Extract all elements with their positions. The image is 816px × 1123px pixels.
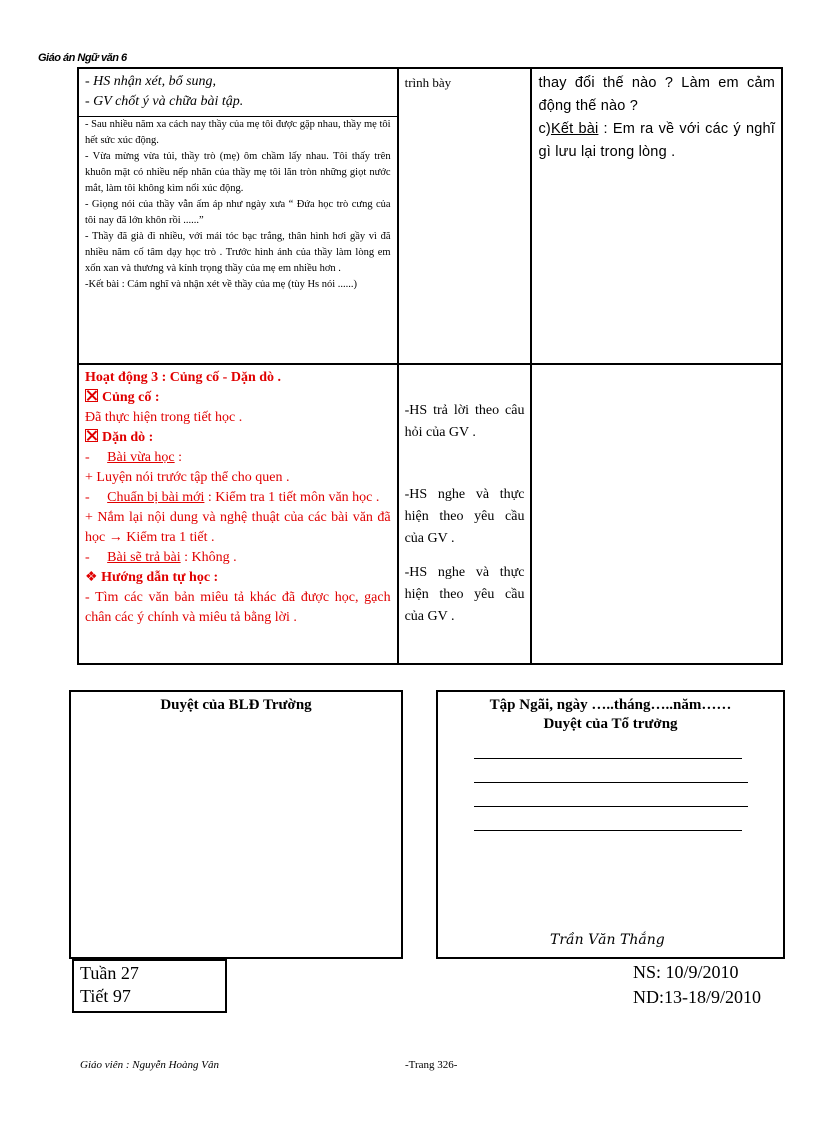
bai-se-tra-text: : Không .: [180, 550, 237, 565]
suffix: :: [174, 450, 183, 465]
signature-line: [474, 806, 748, 807]
nd-date: ND:13-18/9/2010: [633, 987, 761, 1007]
school-approval-box: [69, 690, 403, 959]
luyen-noi-line: + Luyện nói trước tập thể cho quen .: [85, 470, 290, 485]
student-text: -HS nghe và thực hiện theo yêu cầu của GV .: [404, 487, 525, 546]
chuan-bi-text: : Kiểm tra 1 tiết môn văn học .: [204, 490, 380, 505]
lesson-label: Tiết 97: [80, 986, 131, 1006]
school-approval-title: Duyệt của BLĐ Trường: [160, 697, 312, 713]
huong-dan-heading: [85, 568, 391, 588]
body-paragraph: -Kết bài : Cảm nghĩ và nhận xét về thầy của mẹ (tùy Hs nói ......): [85, 279, 358, 290]
table-row: [78, 364, 782, 664]
body-paragraph: - Sau nhiều năm xa cách nay thầy của mẹ tôi được gặp nhau, thầy mẹ tôi hết sức xúc động.: [85, 119, 391, 146]
checkbox-icon: [85, 429, 98, 442]
student-text: -HS trả lời theo câu hỏi của GV .: [404, 403, 525, 440]
bai-vua-hoc-line: - Bài vừa học :: [85, 450, 183, 465]
content-cell: [531, 364, 782, 664]
italic-line: - HS nhận xét, bổ sung,: [85, 74, 217, 89]
student-activity-cell: [398, 364, 532, 664]
body-paragraph: - Thầy đã già đi nhiều, với mái tóc bạc trắng, thân hình hơi gầy vì đã nhiều năm cố tâm dạy học trò . Trước hình ảnh của thầy làm lòng em xốn xan và thương và kính trọng thầy của mẹ em nhiều hơn .: [85, 231, 391, 274]
body-paragraph: - Giọng nói của thầy vẫn ấm áp như ngày xưa “ Đứa học trò cưng của tôi nay đã lớn khôn rồi ......”: [85, 199, 391, 226]
group-approval-title: Duyệt của Tổ trưởng: [543, 716, 678, 732]
bai-se-tra-line: - Bài sẽ trả bài : Không .: [85, 550, 237, 565]
cungco-label: Củng cố :: [102, 390, 160, 405]
dando-heading: [85, 428, 391, 448]
lesson-table: [77, 67, 783, 665]
group-approval-box: [436, 690, 785, 959]
diamond-icon: ❖: [85, 570, 102, 585]
content-cell: [531, 68, 782, 364]
content-text: thay đổi thế nào ? Làm em cảm động thế nào ?: [538, 75, 775, 114]
student-activity-cell: [398, 68, 532, 364]
week-label: Tuần 27: [80, 963, 139, 983]
student-text: -HS nghe và thực hiện theo yêu cầu của GV .: [404, 565, 525, 624]
dando-label: Dặn dò :: [102, 430, 154, 445]
page-number: -Trang 326-: [405, 1059, 458, 1071]
table-row: [78, 68, 782, 364]
nam-lai-line: + Nắm lại nội dung và nghệ thuật của các bài văn đã học → Kiểm tra 1 tiết .: [85, 510, 391, 545]
week-lesson-box: [72, 959, 227, 1013]
date-line: Tập Ngãi, ngày …..tháng…..năm……: [489, 697, 732, 713]
italic-line: - GV chốt ý và chữa bài tập.: [85, 94, 244, 109]
activity-title: [85, 368, 391, 388]
chuan-bi: Chuẩn bị bài mới: [107, 490, 205, 505]
bai-vua-hoc: Bài vừa học: [107, 450, 175, 465]
ns-date: NS: 10/9/2010: [633, 962, 739, 982]
content-text: [538, 118, 775, 164]
cungco-heading: [85, 388, 391, 408]
signature: Trần Văn Thắng: [550, 932, 665, 948]
signature-line: [474, 830, 742, 831]
huong-dan-text: - Tìm các văn bản miêu tả khác đã được học, gạch chân các ý chính và miêu tả bằng lời .: [85, 590, 391, 625]
ket-bai-text: : Em ra về với các ý nghĩ gì lưu lại trong lòng .: [538, 121, 776, 160]
student-text: trình bày: [404, 75, 452, 90]
teacher-name: Giáo viên : Nguyễn Hoàng Vân: [80, 1059, 219, 1071]
chuan-bi-line: - Chuẩn bị bài mới : Kiểm tra 1 tiết môn văn học .: [85, 490, 380, 505]
teacher-activity-cell: [78, 364, 398, 664]
prefix: c): [538, 121, 551, 137]
ket-bai-label: Kết bài: [550, 121, 599, 137]
cungco-text: Đã thực hiện trong tiết học .: [85, 410, 243, 425]
bai-se-tra: Bài sẽ trả bài: [107, 550, 181, 565]
document-header: Giáo án Ngữ văn 6: [38, 52, 127, 64]
signature-line: [474, 758, 742, 759]
checkbox-icon: [85, 389, 98, 402]
signature-line: [474, 782, 748, 783]
body-paragraph: - Vừa mừng vừa tủi, thầy trò (mẹ) ôm chầm lấy nhau. Tôi thấy trên khuôn mặt có nhiều nếp nhăn của thầy mẹ tôi lăn tròn những giọt nước mắt, làm tôi không kìm nổi xúc động.: [85, 151, 391, 194]
activity-title-text: Hoạt động 3 : Củng cố - Dặn dò .: [85, 370, 282, 385]
huong-dan-label: Hướng dẫn tự học :: [101, 570, 219, 585]
teacher-activity-cell: [78, 68, 398, 364]
